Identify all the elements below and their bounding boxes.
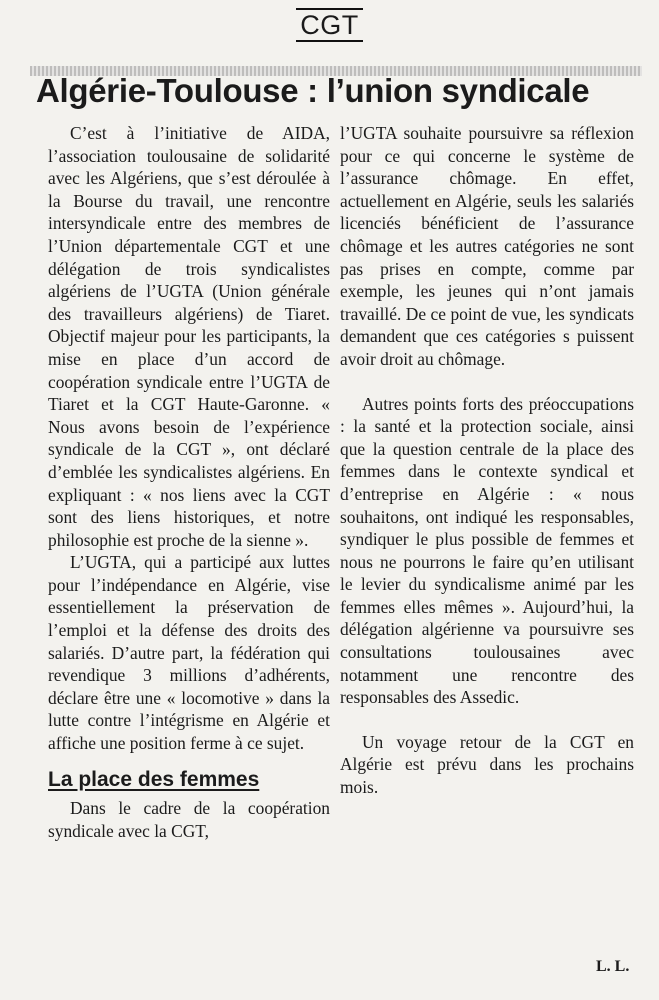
subheading: La place des femmes	[48, 767, 260, 791]
author-signature: L. L.	[596, 958, 630, 975]
left-paragraph-1: C’est à l’initiative de AIDA, l’association toulousaine de solidarité avec les Algériens, que s’est déroulée à la Bourse du travail, une rencontre intersyndicale entre des membres de l’Union départementale CGT et une délégation de trois syndicalistes algériens de l’UGTA (Union générale des travailleurs algériens) de Tiaret. Objectif majeur pour les participants, la mise en place d’un accord de coopération syndicale entre l’UGTA de Tiaret et la CGT Haute-Garonne. « Nous avons besoin de l’expérience syndicale de la CGT », ont déclaré d’emblée les syndicalistes algériens. En expliquant : « nos liens avec la CGT sont des liens historiques, et notre philosophie est proche de la sienne ».	[48, 123, 330, 550]
article-headline: Algérie-Toulouse : l’union syndicale	[36, 72, 590, 109]
left-column	[48, 122, 330, 842]
section-label: CGT	[0, 10, 659, 41]
right-paragraph-3: Un voyage retour de la CGT en Algérie est prévu dans les prochains mois.	[340, 731, 634, 798]
right-paragraph-1: l’UGTA souhaite poursuivre sa réflexion pour ce qui concerne le système de l’assurance chômage. En effet, actuellement en Algérie, seuls les salariés licenciés bénéficient de l’assurance chômage et les autres catégories ne sont pas prises en compte, comme par exemple, les jeunes qui n’ont jamais travaillé. De ce point de vue, les syndicats demandent que ces catégories s puissent avoir droit au chômage.	[340, 123, 634, 369]
right-column	[340, 122, 634, 799]
left-paragraph-2: L’UGTA, qui a participé aux luttes pour l’indépendance en Algérie, vise essentiellement la préservation de l’emploi et la défense des droits des salariés. D’autre part, la fédération qui revendique 3 millions d’adhérents, déclare être une « locomotive » dans la lutte contre l’intégrisme en Algérie et affiche une position ferme à ce sujet.	[48, 552, 330, 754]
right-paragraph-2: Autres points forts des préoccupations : la santé et la protection sociale, ainsi que la question centrale de la place des femmes dans le contexte syndical et d’entreprise en Algérie : « nous souhaitons, ont indiqué les responsables, syndiquer le plus possible de femmes et nous ne pourrons le faire qu’en utilisant le levier du syndicalisme animé par les femmes elles mêmes ». Aujourd’hui, la délégation algérienne va poursuivre ses consultations toulousaines avec notamment une rencontre des responsables des Assedic.	[340, 393, 634, 708]
left-paragraph-3: Dans le cadre de la coopération syndicale avec la CGT,	[48, 798, 330, 841]
